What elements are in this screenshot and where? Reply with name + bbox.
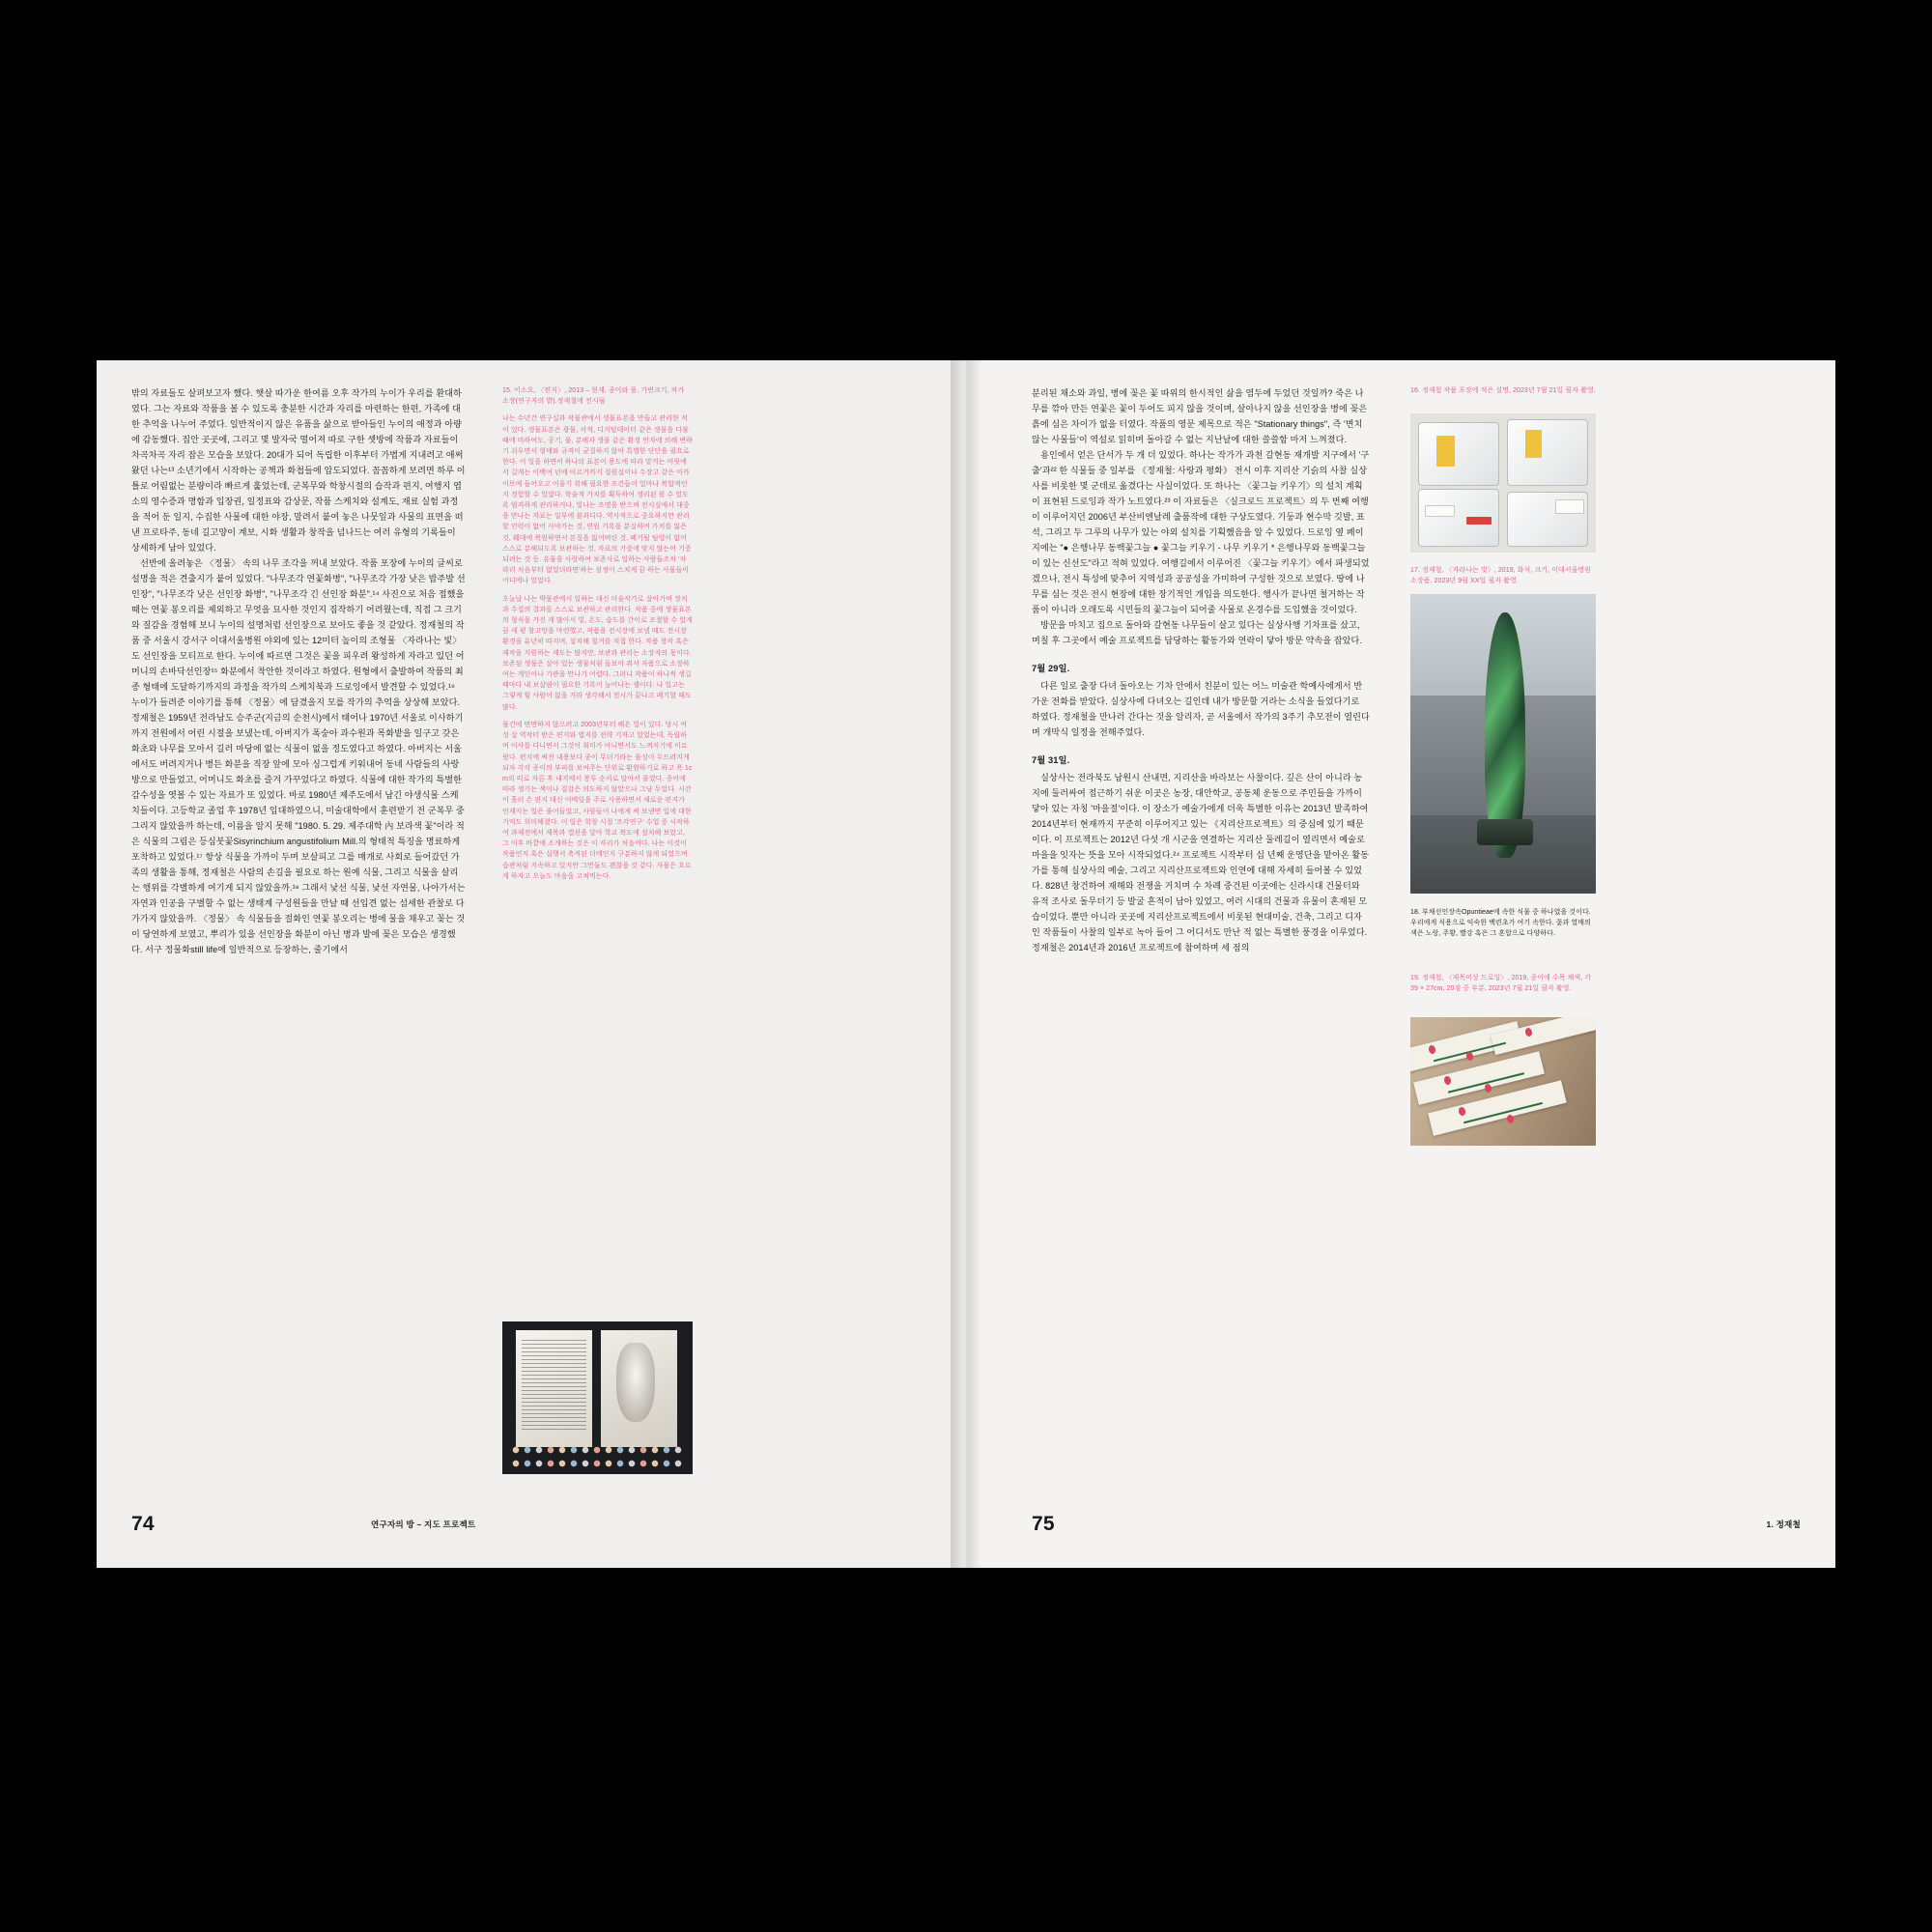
side-note-caption: 15. 이소요, 〈편지〉, 2013 – 현재, 종이와 풀, 가변크기, 작가 소장(연구자의 밭).정재철에 전시됨 (502, 387, 685, 406)
photo-packaged-artwork (1410, 413, 1596, 553)
left-body-paragraph-1: 밖의 자료들도 살펴보고자 했다. 햇살 따가운 한여름 오후 작가의 누이가 우리를 환대하였다. 그는 자료와 작품을 볼 수 있도록 충분한 시간과 자리를 마련하는 한편, 가족에 대한 추억을 나누어 주었다. 일반적이지 않은 유품을 삶으로 받아들인 누이의 애정과 아량에 감동했다. 집안 곳곳에, 그리고 몇 발자국 떨어져 따로 구한 셋방에 작품과 자료들이 차곡차곡 자리 잡은 모습을 보았다. 20대가 되어 독립한 이후부터 가볍게 지내려고 애써왔던 나는¹³ 소년기에서 시작하는 공책과 화첩들에 압도되었다. 꼼꼼하게 보려면 하루 이틀로 어림없는 분량이라 빠르게 훑었는데, 군복무와 학창시절의 습작과 편지, 여행지 엽소의 영수증과 명함과 입장권, 일정표와 감상문, 작품 스케치와 설계도, 재료 실험 과정을 적어 둔 일지, 수집한 사물에 대한 야장, 말려서 붙여 놓은 나뭇잎과 사물의 표면을 떠낸 프로타주, 동네 길고양이 계보, 시화 생활과 창작을 넘나드는 여러 유형의 기록들이 상세하게 남아 있었다. (131, 388, 466, 553)
figure-caption-16: 16. 정재철 작품 포장에 적은 설명, 2023년 7월 21일 필자 촬영. (1410, 387, 1596, 394)
right-body-paragraph-1: 분리된 채소와 과일, 병에 꽂은 꽃 따위의 한시적인 삶을 염두에 두었던 것일까? 죽은 나무를 깎아 만든 연꽃은 꽃이 두어도 피지 않을 것이며, 살아나지 않을 선인장을 병에 꽂은 흙에 심은 차이가 없을 터였다. 작품의 영문 제목으로 적은 "Stationary things", 즉 '변치 않는 사물들'이 역설로 읽히며 돌아갈 수 없는 지난날에 대한 쓸쓸함 마저 느껴졌다. (1032, 388, 1368, 444)
right-page (966, 360, 1835, 1568)
right-folio: 75 (1032, 1513, 1055, 1535)
figure-caption-19: 19. 정재철, 〈제목미상 드로잉〉, 2019, 종이에 수목 채색, 각 39 × 27cm, 20점 중 부분, 2023년 7월 21일 필자 촬영. (1410, 975, 1592, 992)
figure-caption-17: 17. 정재철, 〈자라나는 빛〉, 2019, 화석, 크기, 이대서울병원 소장품, 2023년 9월 XX일 필자 촬영. (1410, 567, 1592, 584)
left-side-column (502, 385, 693, 882)
right-body-paragraph-3: 방문을 마치고 집으로 돌아와 갈현동 나무들이 살고 있다는 실상사행 기차표를 샀고, 며칠 후 그곳에서 예술 프로젝트를 담당하는 활동가와 연락이 닿아 방문 약속을 잡았다. (1032, 620, 1363, 645)
left-body-paragraph-2: 선반에 올려놓은 〈정물〉 속의 나무 조각을 꺼내 보았다. 작품 포장에 누이의 글씨로 설명을 적은 견출지가 붙어 있었다. "나무조각 연꽃화병", "나무조각 가장 낮은 밥주발 선인장", "나무조각 낮은 선인장 화병", "나무조각 긴 선인장 화분".¹⁴ 사진으로 처음 접했을 때는 연꽃 봉오리를 제외하고 무엇을 묘사한 것인지 짐작하기 어려웠는데, 직접 그 크기와 질감을 경험해 보니 누이의 설명처럼 선인장으로 보아도 좋을 것 같았다. 정재철의 작품 중 서울시 강서구 이대서울병원 야외에 있는 12미터 높이의 조형물 〈자라나는 빛〉도 선인장을 모티프로 한다. 누이에 따르면 그것은 꽃을 피우려 왕성하게 자라고 있던 어머니의 손바닥선인장¹⁵ 화분에서 착안한 것이라고 하였다. 원형에서 출발하여 작품의 최종 형태에 도달하기까지의 과정을 작가의 스케치북과 드로잉에서 발견할 수 있었다.¹⁶ 누이가 들려준 이야기를 통해 〈정물〉에 담겼을지 모를 작가의 추억을 상상해 보았다. 정재철은 1959년 전라남도 승주군(지금의 순천시)에서 태어나 1970년 서울로 이사하기까지 전원에서 어린 시절을 보냈는데, 아버지가 폭숭아 과수원과 목화밭을 일구고 갖은 화초와 나무를 모아서 길러 마당에 없는 식물이 없을 정도였다고 하였다. 아버지는 서울에서도 버려지거나 병든 화분을 직장 앞에 모아 싱그럽게 키워내어 동네 사람들의 사랑방으로 만들었고, 어머니도 화초를 즐겨 가꾸었다고 하였다. 식물에 대한 작가의 특별한 감수성을 엿볼 수 있는 자료가 또 있었다. 바로 1980년 제주도에서 남긴 야생식물 스케치들이다. 고등학교 졸업 후 1978년 입대하였으니, 미술대학에서 훈련받기 전 군복무 중 그리지 않았을까 하는데, 이름을 알지 못해 "1980. 5. 29. 제주대학 內 보라색 꽃"이라 적은 식물의 그림은 등심붓꽃Sisyrinchium angustifolium Mill.의 형태적 특징을 명료하게 포착하고 있었다.¹⁷ 항상 식물을 가까이 두며 보살피고 그를 매개로 사회로 들어갔던 가족의 생활을 통해, 정재철은 사람의 손길을 필요로 하는 원예 식물, 그리고 식물을 살리는 행위를 각별하게 여기게 되지 않았을까.¹⁸ 그래서 낯선 식물, 낯선 자연물, 나아가서는 자연과 인공을 구별할 수 없는 생태계 구성원들을 만날 때 선입견 없는 섬세한 관찰로 다가가지 않았을까. 〈정물〉 속 식물들을 절화인 연꽃 봉오리는 병에 물을 채우고 꽂는 것이 당연하게 보였고, 뿌리가 있을 선인장을 화분이 아닌 병과 발에 꽂은 모습은 생경했다. 서구 정물화still life에 일반적으로 등장하는, 줄기에서 (131, 558, 466, 954)
photo-book-installation (502, 1321, 693, 1474)
photo-sculpture-growing-light (1410, 594, 1596, 894)
left-folio: 74 (131, 1513, 155, 1535)
date-body-0729: 다른 일로 출장 다녀 돌아오는 기차 안에서 친분이 있는 어느 미술관 학예사에게서 반가운 전화를 받았다. 실상사에 다녀오는 길인데 내가 방문할 거라는 소식을 들었다기로 하였다. 정재철을 만나러 간다는 것을 알리자, 곧 서울에서 작가의 3주기 추모전이 열린다며 개막식 일정을 전해주었다. (1032, 681, 1370, 737)
right-running-head: 1. 정재철 (1766, 1520, 1801, 1529)
book-spread (97, 360, 1835, 1568)
right-body-column (1032, 385, 1370, 1477)
left-body-column (131, 385, 466, 1477)
right-body-paragraph-2: 용인에서 얻은 단서가 두 개 더 있었다. 하나는 작가가 과천 갈현동 재개발 지구에서 '구출'과²² 한 식물들 중 일부를 《정재철: 사랑과 평화》 전시 이후 지리산 기슭의 사찰 실상사를 비롯한 몇 군데로 옮겼다는 사실이었다. 또 하나는 〈꽃그늘 키우기〉의 설치 계획이 표현된 드로잉과 작가 노트였다.²³ 이 자료들은 〈실크로드 프로젝트〉의 두 번째 여행이 이루어지던 2006년 부산비엔날레 출품작에 대한 구상도였다. 기둥과 현수막 깃발, 표석, 그리고 두 그루의 나무가 있는 야외 설치를 기획했음을 알 수 있었다. 드로잉 옆 페이지에는 "● 은행나무 동백꽃그늘 ● 꽃그늘 키우기 - 나무 키우기 * 은행나무와 동백꽃그늘이 있는 신선도"라고 적혀 있었다. 여행길에서 이루어진 〈꽃그늘 키우기〉에서 파생되었겠으나, 전시 특성에 맞추어 지역성과 공공성을 가미하여 구성한 것으로 보였다. 땅에 나무를 심는 것은 전시 현장에 대한 장기적인 개입을 의도한다. 행사가 끝나면 철거하는 작품이 아니라 오래도록 시민들의 꽃그늘이 되어줄 사물로 온경수를 도입했을 것이었다. (1032, 450, 1370, 614)
date-heading-0731: 7월 31일. (1032, 755, 1070, 765)
photo-drawings-on-table (1410, 1017, 1596, 1146)
left-page (97, 360, 966, 1568)
figure-note-18: 18. 부채선인장속Opuntieae에 속한 식물 중 하나였을 것이다. 우리에게 식용으로 익숙한 백련초가 여기 속한다. 꽃과 열매의 색은 노랑, 주황, 빨강 혹은 그 혼합으로 다양하다. (1410, 909, 1591, 937)
date-body-0731: 실상사는 전라북도 남원시 산내면, 지리산을 바라보는 사찰이다. 깊은 산이 아니라 농지에 둘러싸여 접근하기 쉬운 이곳은 농장, 대안학교, 공동체 운동으로 주민들을 가까이 닿아 있는 자칭 '마을절'이다. 이 장소가 예술가에게 더욱 특별한 이유는 2013년 발족하여 2014년부터 현재까지 꾸준히 이루어지고 있는 《지리산프로젝트》의 중심에 있기 때문이다. 이 프로젝트는 2012년 다섯 개 시군을 연결하는 지리산 둘레길이 열리면서 예술로 마을을 잇자는 뜻을 모아 시작되었다.²⁴ 프로젝트 시작부터 십 년째 운영단을 맡아온 활동가를 통해 실상사의 예술, 그리고 지리산프로젝트와 인연에 대해 자세히 들어볼 수 있었다. 828년 창건하여 재해와 전쟁을 거치며 수 차례 중건된 이곳에는 신라시대 건물터와 유적 조사로 돌무더기 등 발굴 흔적이 남아 있었고, 여러 시대의 건물과 유물이 혼재된 모습이었다. 뿐만 아니라 곳곳에 지리산프로젝트에서 비롯된 현대미술, 건축, 그리고 디자인 작품들이 사찰의 일부로 녹아 들어 그 어디서도 만난 적 없는 특별한 풍경을 이루었다. 정재철은 2014년과 2016년 프로젝트에 참여하며 세 점의 (1032, 773, 1370, 952)
side-note-paragraph-2: 오늘날 나는 박물관에서 일하는 대신 미술작가로 살아가며 장치과 수집의 결과를 스스로 보관하고 관리한다. 작품 중에 생물표본의 형식을 가진 게 많아서 빛, 온도, 습도를 간이로 조절할 수 있게끔 세 평 창고망을 마련했고, 작품을 전시장에 보낼 때도 전시장 환경을 유년히 따지며, 설치해 철거를 직접 한다. 작품 장작 혹은 제작을 지원하는 제도는 많지만, 보관과 관리는 소장자의 몫이다. 보존된 생물은 살아 있는 생물처럼 돌보아 줘서 자품으로 소장하여는 개인이나 기관을 만나기 어렵다. 그러니 작품이 하나씩 생길 때마다 내 보살핌이 필요한 기록이 늘어나는 셈이다. 나 일고는 그렇게 힘 사람이 없을 거라 생각해서 전시가 끝나고 폐기할 때도 많다. (502, 595, 693, 711)
side-note-paragraph-3: 물건에 면면하지 않으려고 2003년부터 해온 일이 있다. 당시 여성 살 역작터 받은 편지와 엽지를 전략 기자고 있었는데, 독립하며 이사를 다니면서 그것이 취미가 아니면서도 느껴지기에 이르렀다. 편지에 써진 내용보다 종이 무더기라는 물성이 두드러지게 되자 각각 종이의 부피를 보여주는 단위로 환원하기로 하고 폭 1cm의 띠로 자른 후 내지에서 봉투 순서로 말아서 붙였다. 종이에 따라 생기는 섹이나 질감은 의도하지 않았으나 그냥 두었다. 시간이 흘러 손 편지 대신 이메일을 주로 사용하면서 새로운 편지가 언제지는 일은 줄어들었고, 사람들이 나에게 써 보낸면 입에 대한 기억도 희미해졌다. 이 일은 학창 시절 '조각연구' 수업 중 시작하여 과제전에서 제목과 캡션을 달아 학교 복도에 설치해 보았고, 그 이후 바깥에 소개하는 것은 이 자리가 처음이다. 나는 이것이 작품인지 혹은 실행서 축적된 더메인지 구분하지 않게 되었으며 습관처럼 지속하고 있지만 그만둘도 괜찮을 것 같다. 사물은 흐르게 하자고 오늘도 마음을 고쳐먹는다. (502, 721, 693, 880)
side-note-paragraph-1: 나는 수년간 연구실과 작물관에서 생물표본을 만들고 관리한 적이 있다. 생물표본은 광물, 서적, 디지털데이터 같은 생물을 다룰 때에 비하여도, 공기, 물, 분해자 생물 같은 환경 인자에 의해 변하기 쉬우면서 형태와 규격이 균질하지 않아 특별한 단단을 필요로 한다. 이 일을 하면서 하나의 표본이 용도에 따라 맡겨는 머릿에서 길게는 이백여 년에 이르기까지 질원실이나 수장고 같은 아카이브에 들어오고 어울기 위해 필요한 조건들이 얼마나 복합적인지 경험할 수 있었다. 학술적 가치를 획득하여 정리된 볼 수 있도록 엄격하게 관리하거나, 빛나는 조명을 받으며 전시실에서 대중을 만나는 자료는 일부에 불과디다. 역사적으로 중요하지만 관리할 인력이 없어 사야가는 것, 연원 기록을 분실하며 가치를 잃은 것, 훼대에 복원하면서 본질을 잃어버린 것, 폐기될 팀렬이 없어 스스로 분해되도록 보관하는 것, 자료의 기증에 맞지 않는어 기증되려는 것 등. 유물을 사랑하여 보존사로 일하는 사람들조차 '차라리 처음부터 없었더라면'하는 심정이 스치게 끔 하는 사물들이 어디에나 있었다. (502, 415, 693, 585)
date-heading-0729: 7월 29일. (1032, 664, 1070, 673)
left-running-head: 연구자의 방 – 지도 프로젝트 (371, 1520, 476, 1529)
